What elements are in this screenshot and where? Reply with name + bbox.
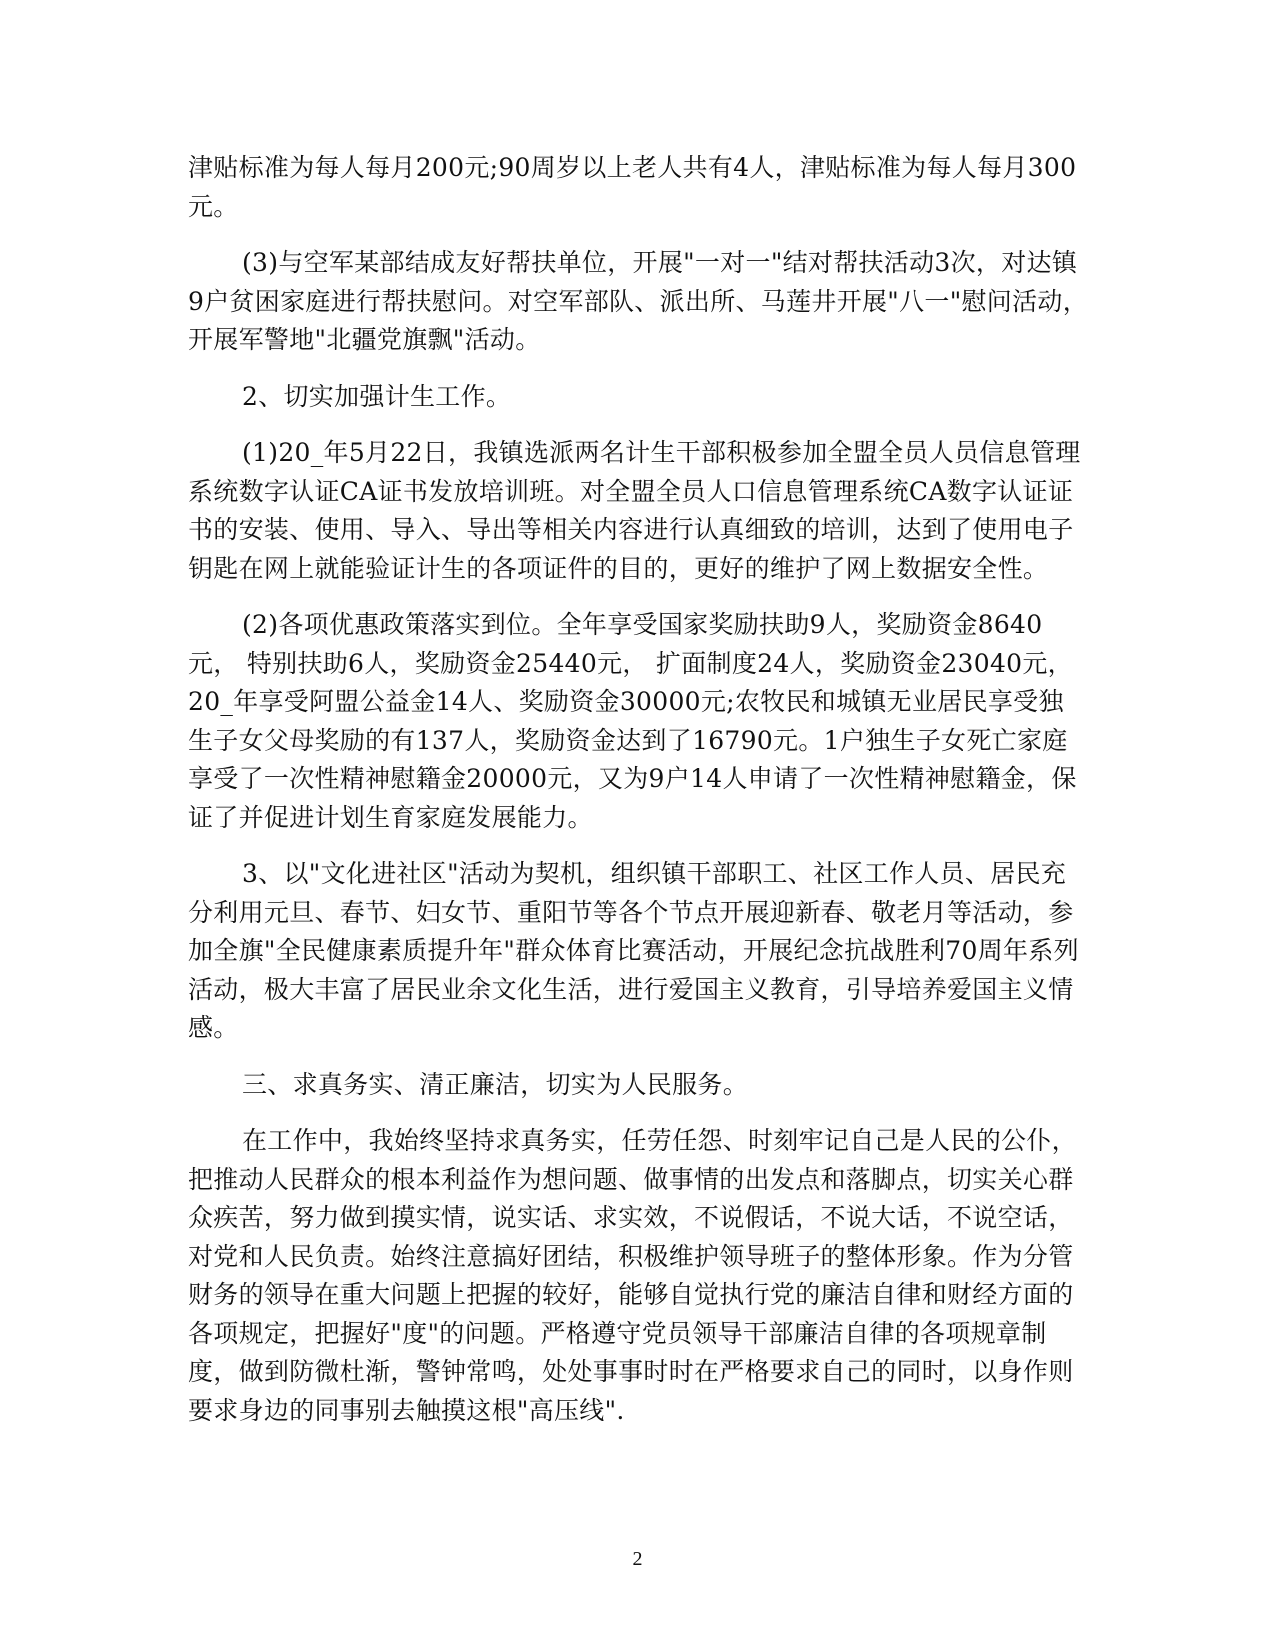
- paragraph-air-force-support: (3)与空军某部结成友好帮扶单位，开展"一对一"结对帮扶活动3次，对达镇9户贫困家庭进行帮扶慰问。对空军部队、派出所、马莲井开展"八一"慰问活动，开展军警地"北疆党旗飘"活动。: [188, 248, 1089, 354]
- page-number: 2: [632, 1548, 643, 1570]
- paragraph-section-three-heading: 三、求真务实、清正廉洁，切实为人民服务。: [242, 1069, 749, 1099]
- paragraph-family-planning-heading: 2、切实加强计生工作。: [242, 381, 512, 411]
- paragraph-ca-training: (1)20_年5月22日，我镇选派两名计生干部积极参加全盟全员人员信息管理系统数字认证CA证书发放培训班。对全盟全员人口信息管理系统CA数字认证证书的安装、使用、导入、导出等相关内容进行认真细致的培训，达到了使用电子钥匙在网上就能验证计生的各项证件的目的，更好的维护了网上数据安全性。: [188, 438, 1081, 583]
- document-body: [188, 149, 1088, 1430]
- paragraph-integrity-service: 在工作中，我始终坚持求真务实，任劳任怨、时刻牢记自己是人民的公仆，把推动人民群众的根本利益作为想问题、做事情的出发点和落脚点，切实关心群众疾苦，努力做到摸实情，说实话、求实效，不说假话，不说大话，不说空话，对党和人民负责。始终注意搞好团结，积极维护领导班子的整体形象。作为分管财务的领导在重大问题上把握的较好，能够自觉执行党的廉洁自律和财经方面的各项规定，把握好"度"的问题。严格遵守党员领导干部廉洁自律的各项规章制度，做到防微杜渐，警钟常鸣，处处事事时时在严格要求自己的同时，以身作则要求身边的同事别去触摸这根"高压线".: [188, 1126, 1077, 1425]
- paragraph-culture-community: 3、以"文化进社区"活动为契机，组织镇干部职工、社区工作人员、居民充分利用元旦、春节、妇女节、重阳节等各个节点开展迎新春、敬老月等活动，参加全旗"全民健康素质提升年"群众体育比赛活动，开展纪念抗战胜利70周年系列活动，极大丰富了居民业余文化生活，进行爱国主义教育，引导培养爱国主义情感。: [188, 859, 1079, 1042]
- paragraph-allowance-continuation: 津贴标准为每人每月200元;90周岁以上老人共有4人，津贴标准为每人每月300元。: [188, 153, 1077, 221]
- paragraph-preferential-policies: (2)各项优惠政策落实到位。全年享受国家奖励扶助9人，奖励资金8640元， 特别扶助6人，奖励资金25440元， 扩面制度24人，奖励资金23040元，20_年享受阿盟公益金14人、奖励资金30000元;农牧民和城镇无业居民享受独生子女父母奖励的有137人，奖励资金达到了16790元。1户独生子女死亡家庭享受了一次性精神慰籍金20000元，又为9户14人申请了一次性精神慰籍金，保证了并促进计划生育家庭发展能力。: [188, 610, 1077, 832]
